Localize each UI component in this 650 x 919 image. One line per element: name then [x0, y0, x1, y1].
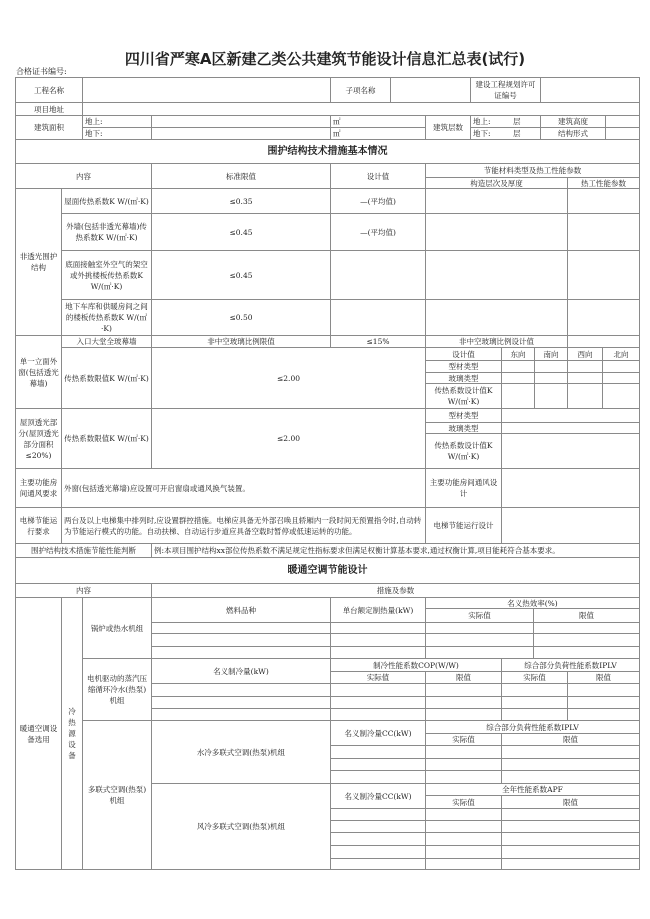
blank-entry-cell — [330, 770, 426, 784]
cell-text: 围护结构技术措施节能性能判断 — [31, 546, 136, 555]
envelope-elevator-design-label-cell — [425, 507, 502, 544]
hvac-iplv-cell — [425, 720, 640, 734]
hvac-actual-cell — [425, 795, 502, 809]
cell-text: 外墙(包括非透光幕墙)传热系数K W/(㎡·K) — [66, 222, 147, 242]
envelope-rows-1-label-cell — [61, 213, 152, 251]
cell-text: 建设工程规划许可证编号 — [475, 80, 536, 100]
envelope-col-design-cell — [330, 163, 426, 189]
cell-text: 外窗(包括透光幕墙)应设置可开启窗扇或通风换气装置。 — [64, 483, 250, 493]
cell-text: 限值 — [579, 611, 594, 620]
cell-text: ≤2.00 — [277, 434, 300, 443]
blank-entry-cell — [425, 832, 502, 846]
cell-text: 主要功能房间通风要求 — [19, 478, 58, 498]
cell-text: 限值 — [563, 797, 578, 807]
cell-text: 名义热效率(%) — [507, 598, 558, 608]
hvac-vrf-label-cell — [82, 720, 152, 870]
cell-text: 西向 — [577, 349, 593, 359]
envelope-vent-design-label-cell — [425, 468, 502, 508]
cell-text: 非透光围护结构 — [19, 252, 58, 272]
hvac-limit-cell — [501, 795, 640, 809]
blank-entry-cell — [330, 832, 426, 846]
hvac-water-vrf-cell — [151, 720, 331, 784]
cell-text: 电机驱动的蒸汽压缩循环冷水(热泵)机组 — [87, 674, 147, 705]
cell-text: 暖通空调设备选用 — [19, 723, 58, 744]
cell-text: 限值 — [456, 673, 471, 682]
hvac-actual-cell — [425, 608, 534, 623]
hvac-equip-group-cell — [15, 597, 62, 870]
blank-entry-cell — [425, 250, 568, 300]
envelope-rows-2-limit-cell — [151, 250, 331, 300]
blank-entry-cell — [501, 433, 640, 469]
cell-text: 单台额定制热量(kW) — [342, 605, 414, 615]
envelope-rows-0-limit-cell — [151, 188, 331, 214]
cell-text: 地下: — [85, 129, 103, 138]
hvac-nominal-cc-cell — [330, 720, 426, 746]
envelope-rows-3-limit-cell — [151, 299, 331, 336]
cell-text: 设计值 — [452, 349, 475, 359]
envelope-rows-3-design-cell — [330, 299, 426, 336]
cell-text: 结构形式 — [558, 129, 588, 138]
envelope-rows-1-limit-cell — [151, 213, 331, 251]
envelope-design-value-cell — [425, 347, 502, 361]
envelope-skylight-group-cell — [15, 408, 62, 469]
blank-entry-cell — [425, 770, 502, 784]
blank-entry-cell — [501, 683, 568, 697]
project-subitem-label-cell — [330, 77, 391, 103]
envelope-rows-0-label-cell — [61, 188, 152, 214]
cell-text: 入口大堂全玻幕墙 — [76, 337, 137, 346]
project-floors-label-cell — [425, 115, 471, 140]
envelope-judgement-text-cell — [151, 543, 640, 558]
cell-text: 地下车库和供暖房间之间的楼板传热系数K W/(㎡·K) — [65, 302, 148, 333]
blank-entry-cell — [390, 77, 471, 103]
envelope-directions-0-cell — [501, 347, 535, 361]
envelope-u-design-label-cell — [425, 383, 502, 409]
cell-text: 底面接触室外空气的架空或外挑楼板传热系数K W/(㎡·K) — [65, 259, 148, 291]
envelope-elevator-req-cell — [61, 507, 426, 544]
project-area-label-cell — [15, 115, 83, 140]
blank-entry-cell — [330, 633, 426, 647]
blank-entry-cell — [567, 383, 603, 409]
cell-text: 屋顶透光部分(屋顶透光部分面积≤20%) — [18, 417, 59, 460]
envelope-col-limit-cell — [151, 163, 331, 189]
hvac-chiller-label-cell — [82, 658, 152, 721]
envelope-opaque-group-cell — [15, 188, 62, 336]
blank-entry-cell — [602, 383, 640, 409]
blank-entry-cell — [501, 745, 640, 759]
project-address-label-cell — [15, 102, 83, 116]
blank-entry-cell — [534, 383, 568, 409]
page-title: 四川省严寒A区新建乙类公共建筑节能设计信息汇总表(试行) — [124, 50, 526, 68]
cell-text: 限值 — [563, 735, 578, 744]
hvac-nominal-cc-cell — [330, 783, 426, 809]
envelope-col-content-cell — [15, 163, 152, 189]
blank-entry-cell — [151, 633, 331, 647]
cell-text: 非中空玻璃比例限值 — [207, 337, 275, 346]
cell-text: 实际值 — [452, 735, 475, 744]
blank-entry-cell — [501, 383, 535, 409]
cell-text: 传热系数设计值K W/(㎡·K) — [434, 386, 493, 406]
cell-text: ≤0.45 — [229, 270, 253, 280]
blank-entry-cell — [501, 468, 640, 508]
hvac-air-vrf-cell — [151, 783, 331, 870]
cell-text: 两台及以上电梯集中排列时,应设置群控措施。电梯应具备无外部召唤且轿厢内一段时间无预置指令时,自动转为节能运行模式的功能。自动扶梯、自动运行步道应具备空载时暂停或低速运转的功能。 — [64, 515, 422, 536]
blank-entry-cell — [425, 745, 502, 759]
cell-text: 名义制冷量CC(kW) — [344, 791, 412, 801]
envelope-frame-type-cell — [425, 408, 502, 423]
envelope-directions-1-cell — [534, 347, 568, 361]
cell-text: 例:本项目围护结构xx部位传热系数不满足规定性指标要求但满足权衡计算基本要求,通过权衡计算,项目能耗符合基本要求。 — [154, 546, 560, 555]
hvac-boiler-label-cell — [82, 597, 152, 659]
cell-text: 措施及参数 — [376, 586, 415, 595]
cell-text: 冷热源设备 — [68, 707, 76, 760]
cell-text: 风冷多联式空调(热泵)机组 — [196, 822, 286, 831]
certificate-number-label: 合格证书编号: — [16, 67, 67, 76]
envelope-directions-3-cell — [602, 347, 640, 361]
cell-text: 型材类型 — [448, 411, 479, 420]
cell-text: —(平均值) — [360, 227, 396, 237]
envelope-elevator-label-cell — [15, 507, 62, 544]
cell-text: 电梯节能运行要求 — [19, 515, 58, 536]
cell-text: 标准限值 — [226, 171, 256, 181]
cell-text: 屋面传热系数K W/(㎡·K) — [64, 196, 149, 206]
blank-entry-cell — [501, 858, 640, 870]
cell-text: ≤0.50 — [229, 313, 253, 322]
hvac-cop-cell — [330, 658, 502, 672]
cell-text: 内容 — [76, 171, 91, 181]
cell-text: 燃料品种 — [226, 605, 256, 615]
hvac-col-content-cell — [15, 583, 152, 598]
cell-text: 单一立面外窗(包括透光幕墙) — [18, 356, 59, 388]
cell-text: 建筑面积 — [34, 123, 64, 132]
project-name-label-cell — [15, 77, 83, 103]
project-permit-label-cell — [470, 77, 541, 103]
envelope-col-material-cell — [425, 163, 640, 178]
blank-entry-cell — [567, 188, 640, 214]
blank-entry-cell — [567, 299, 640, 336]
cell-text: 项目地址 — [34, 104, 64, 114]
cell-text: 综合部分负荷性能系数IPLV — [486, 722, 579, 732]
cell-text: 围护结构技术措施基本情况 — [267, 146, 388, 157]
hvac-nominal-cooling-cell — [151, 658, 331, 684]
envelope-rows-2-label-cell — [61, 250, 152, 300]
cell-text: ㎡ — [333, 117, 341, 126]
hvac-limit-cell — [533, 608, 640, 623]
blank-entry-cell — [567, 250, 640, 300]
cell-text: 限值 — [596, 673, 611, 682]
blank-entry-cell — [425, 633, 534, 647]
cell-text: 主要功能房间通风设计 — [429, 478, 498, 498]
blank-entry-cell — [501, 770, 640, 784]
envelope-u-limit-label-cell — [61, 408, 152, 469]
cell-text: 传热系数限值K W/(㎡·K) — [64, 434, 149, 443]
cell-text: 南向 — [543, 349, 559, 359]
blank-entry-cell — [501, 845, 640, 859]
cell-text: 名义制冷量(kW) — [213, 666, 269, 676]
cell-text: 传热系数设计值K W/(㎡·K) — [434, 441, 493, 461]
cell-text: ≤15% — [366, 337, 390, 346]
envelope-u-design-label-cell — [425, 433, 502, 469]
blank-entry-cell — [425, 213, 568, 251]
envelope-window-group-cell — [15, 335, 62, 409]
envelope-rows-3-label-cell — [61, 299, 152, 336]
cell-text: 综合部分负荷性能系数IPLV — [524, 660, 617, 670]
envelope-u-limit-label-cell — [61, 347, 152, 409]
envelope-rows-2-design-cell — [330, 250, 426, 300]
cell-text: 地下: 层 — [473, 129, 521, 138]
blank-entry-cell — [501, 408, 640, 423]
cell-text: ≤0.45 — [229, 227, 253, 237]
cell-text: 传热系数限值K W/(㎡·K) — [64, 373, 149, 383]
envelope-skylight-u-limit-cell — [151, 408, 426, 469]
envelope-judgement-label-cell — [15, 543, 152, 558]
hvac-col-measures-cell — [151, 583, 640, 598]
envelope-window-u-limit-cell — [151, 347, 426, 409]
cell-text: 型材类型 — [448, 362, 479, 371]
cell-text: 锅炉或热水机组 — [90, 623, 144, 633]
cell-text: 玻璃类型 — [448, 373, 479, 383]
cell-text: 水冷多联式空调(热泵)机组 — [196, 747, 286, 757]
cell-text: 建筑层数 — [433, 123, 463, 132]
cell-text: 玻璃类型 — [448, 423, 479, 433]
cell-text: 非中空玻璃比例设计值 — [459, 337, 534, 346]
cell-text: 设计值 — [366, 171, 390, 181]
hvac-rated-heat-cell — [330, 597, 426, 623]
envelope-rows-1-design-cell — [330, 213, 426, 251]
blank-entry-cell — [540, 77, 640, 103]
hvac-iplv-cell — [501, 658, 640, 672]
blank-entry-cell — [425, 858, 502, 870]
blank-entry-cell — [567, 683, 640, 697]
envelope-vent-req-cell — [61, 468, 426, 508]
blank-entry-cell — [425, 299, 568, 336]
cell-text: 电梯节能运行设计 — [433, 521, 494, 530]
cell-text: 多联式空调(热泵)机组 — [87, 785, 147, 805]
hvac-fuel-type-cell — [151, 597, 331, 623]
blank-entry-cell — [151, 683, 331, 697]
hvac-source-group-cell — [61, 597, 83, 870]
blank-entry-cell — [330, 845, 426, 859]
cell-text: 地上: — [85, 117, 103, 126]
cell-text: 全年性能系数APF — [502, 785, 563, 794]
blank-entry-cell — [425, 845, 502, 859]
cell-text: —(平均值) — [360, 196, 396, 206]
cell-text: 热工性能参数 — [581, 178, 626, 188]
blank-entry-cell — [501, 832, 640, 846]
cell-text: 东向 — [510, 349, 526, 359]
blank-entry-cell — [533, 633, 640, 647]
cell-text: 工程名称 — [34, 85, 64, 95]
envelope-section-title-cell — [15, 139, 640, 164]
blank-entry-cell — [425, 188, 568, 214]
cell-text: 节能材料类型及热工性能参数 — [483, 166, 582, 175]
cell-text: ㎡ — [333, 129, 341, 138]
cell-text: 暖通空调节能设计 — [287, 565, 368, 576]
blank-entry-cell — [567, 213, 640, 251]
blank-entry-cell — [82, 102, 640, 116]
cell-text: 构造层次及厚度 — [470, 178, 523, 188]
cell-text: ≤2.00 — [277, 373, 300, 383]
blank-entry-cell — [501, 507, 640, 544]
blank-entry-cell — [330, 683, 426, 697]
cell-text: 建筑高度 — [558, 117, 588, 126]
cell-text: 子项名称 — [345, 85, 376, 95]
cell-text: 名义制冷量CC(kW) — [344, 728, 412, 738]
cell-text: 实际值 — [468, 611, 491, 620]
blank-entry-cell — [330, 745, 426, 759]
cell-text: 实际值 — [523, 673, 546, 682]
envelope-directions-2-cell — [567, 347, 603, 361]
envelope-vent-label-cell — [15, 468, 62, 508]
cell-text: ≤0.35 — [229, 196, 253, 206]
cell-text: 内容 — [76, 586, 91, 595]
blank-entry-cell — [82, 77, 331, 103]
cell-text: 地上: 层 — [473, 117, 521, 126]
cell-text: 制冷性能系数COP(W/W) — [373, 660, 459, 670]
cell-text: 实际值 — [366, 673, 390, 682]
cell-text: 北向 — [613, 349, 629, 359]
blank-entry-cell — [330, 858, 426, 870]
cell-text: 实际值 — [452, 797, 475, 807]
blank-entry-cell — [425, 683, 502, 697]
envelope-rows-0-design-cell — [330, 188, 426, 214]
hvac-section-title-cell — [15, 557, 640, 584]
